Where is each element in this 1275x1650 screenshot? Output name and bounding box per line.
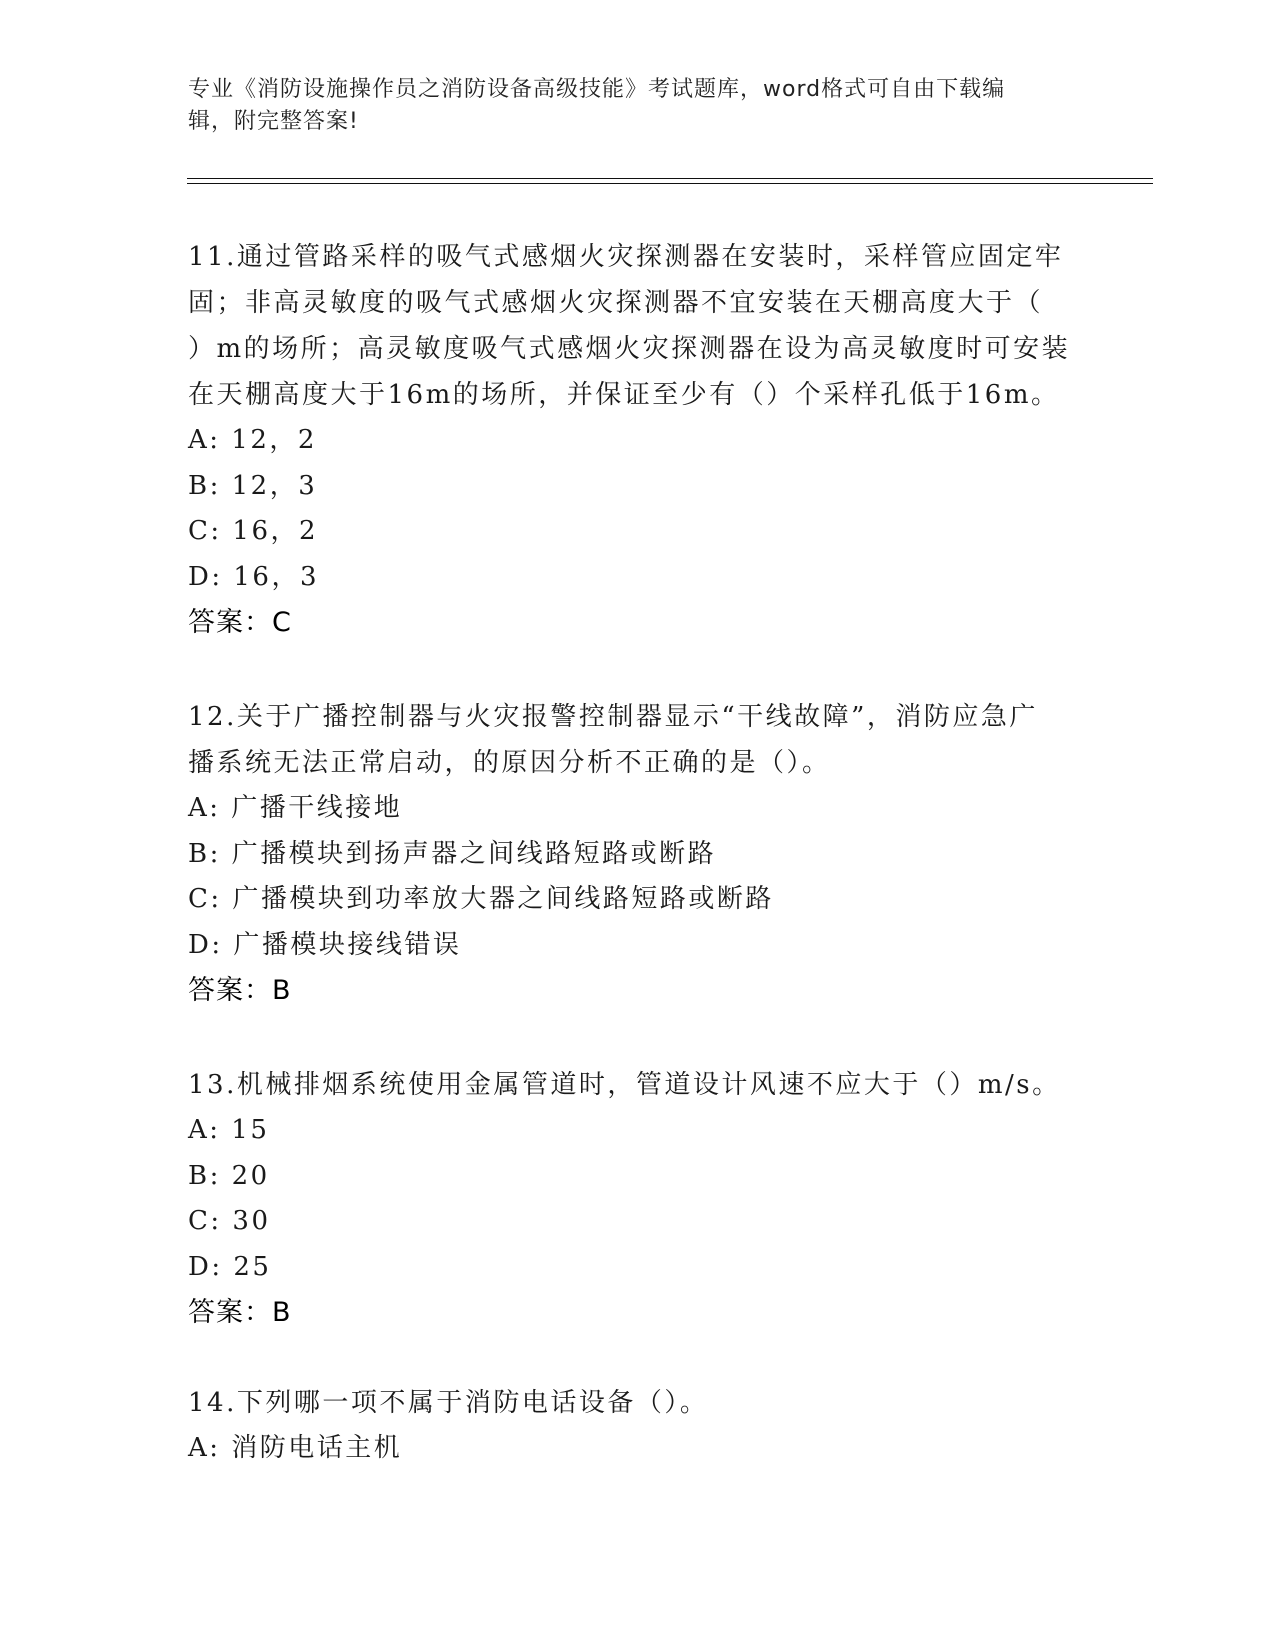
header-line-2: 辑，附完整答案!: [188, 109, 359, 134]
question-stem-line: 播系统无法正常启动，的原因分析不正确的是（）。: [188, 748, 831, 778]
option-b: B: 12，3: [188, 470, 318, 501]
option-c: C: 30: [188, 1206, 271, 1236]
answer-line: 答案：B: [188, 1297, 292, 1328]
question-stem-line: 固；非高灵敏度的吸气式感烟火灾探测器不宜安装在天棚高度大于（: [188, 288, 1044, 318]
option-a: A: 广播干线接地: [188, 793, 403, 823]
option-d: D: 广播模块接线错误: [188, 929, 462, 960]
answer-line: 答案：C: [188, 607, 292, 638]
question-stem-line: 在天棚高度大于16m的场所，并保证至少有（）个采样孔低于16m。: [188, 380, 1060, 410]
option-b: B: 广播模块到扬声器之间线路短路或断路: [188, 838, 717, 869]
option-d: D: 25: [188, 1251, 272, 1282]
option-a: A: 12，2: [188, 425, 317, 455]
question-11: [188, 234, 1088, 646]
option-a: A: 15: [188, 1115, 270, 1145]
document-header: [188, 74, 1078, 138]
option-c: C: 16，2: [188, 516, 319, 546]
question-stem-line: 13.机械排烟系统使用金属管道时，管道设计风速不应大于（）m/s。: [188, 1070, 1061, 1100]
option-b: B: 20: [188, 1160, 270, 1191]
question-14: [188, 1380, 1088, 1472]
header-divider-bottom: [187, 183, 1153, 184]
question-stem-line: ）m的场所；高灵敏度吸气式感烟火灾探测器在设为高灵敏度时可安装: [188, 334, 1071, 364]
question-stem-line: 11.通过管路采样的吸气式感烟火灾探测器在安装时，采样管应固定牢: [188, 242, 1064, 272]
option-d: D: 16，3: [188, 561, 319, 592]
answer-line: 答案：B: [188, 975, 292, 1006]
option-a: A: 消防电话主机: [188, 1433, 403, 1463]
question-stem-line: 14.下列哪一项不属于消防电话设备（）。: [188, 1388, 709, 1418]
question-12: [188, 694, 1088, 1014]
question-stem-line: 12.关于广播控制器与火灾报警控制器显示“干线故障”，消防应急广: [188, 702, 1038, 732]
header-divider-top: [187, 178, 1153, 179]
option-c: C: 广播模块到功率放大器之间线路短路或断路: [188, 884, 774, 914]
question-13: [188, 1062, 1088, 1336]
header-line-1: 专业《消防设施操作员之消防设备高级技能》考试题库，word格式可自由下载编: [188, 77, 1006, 102]
